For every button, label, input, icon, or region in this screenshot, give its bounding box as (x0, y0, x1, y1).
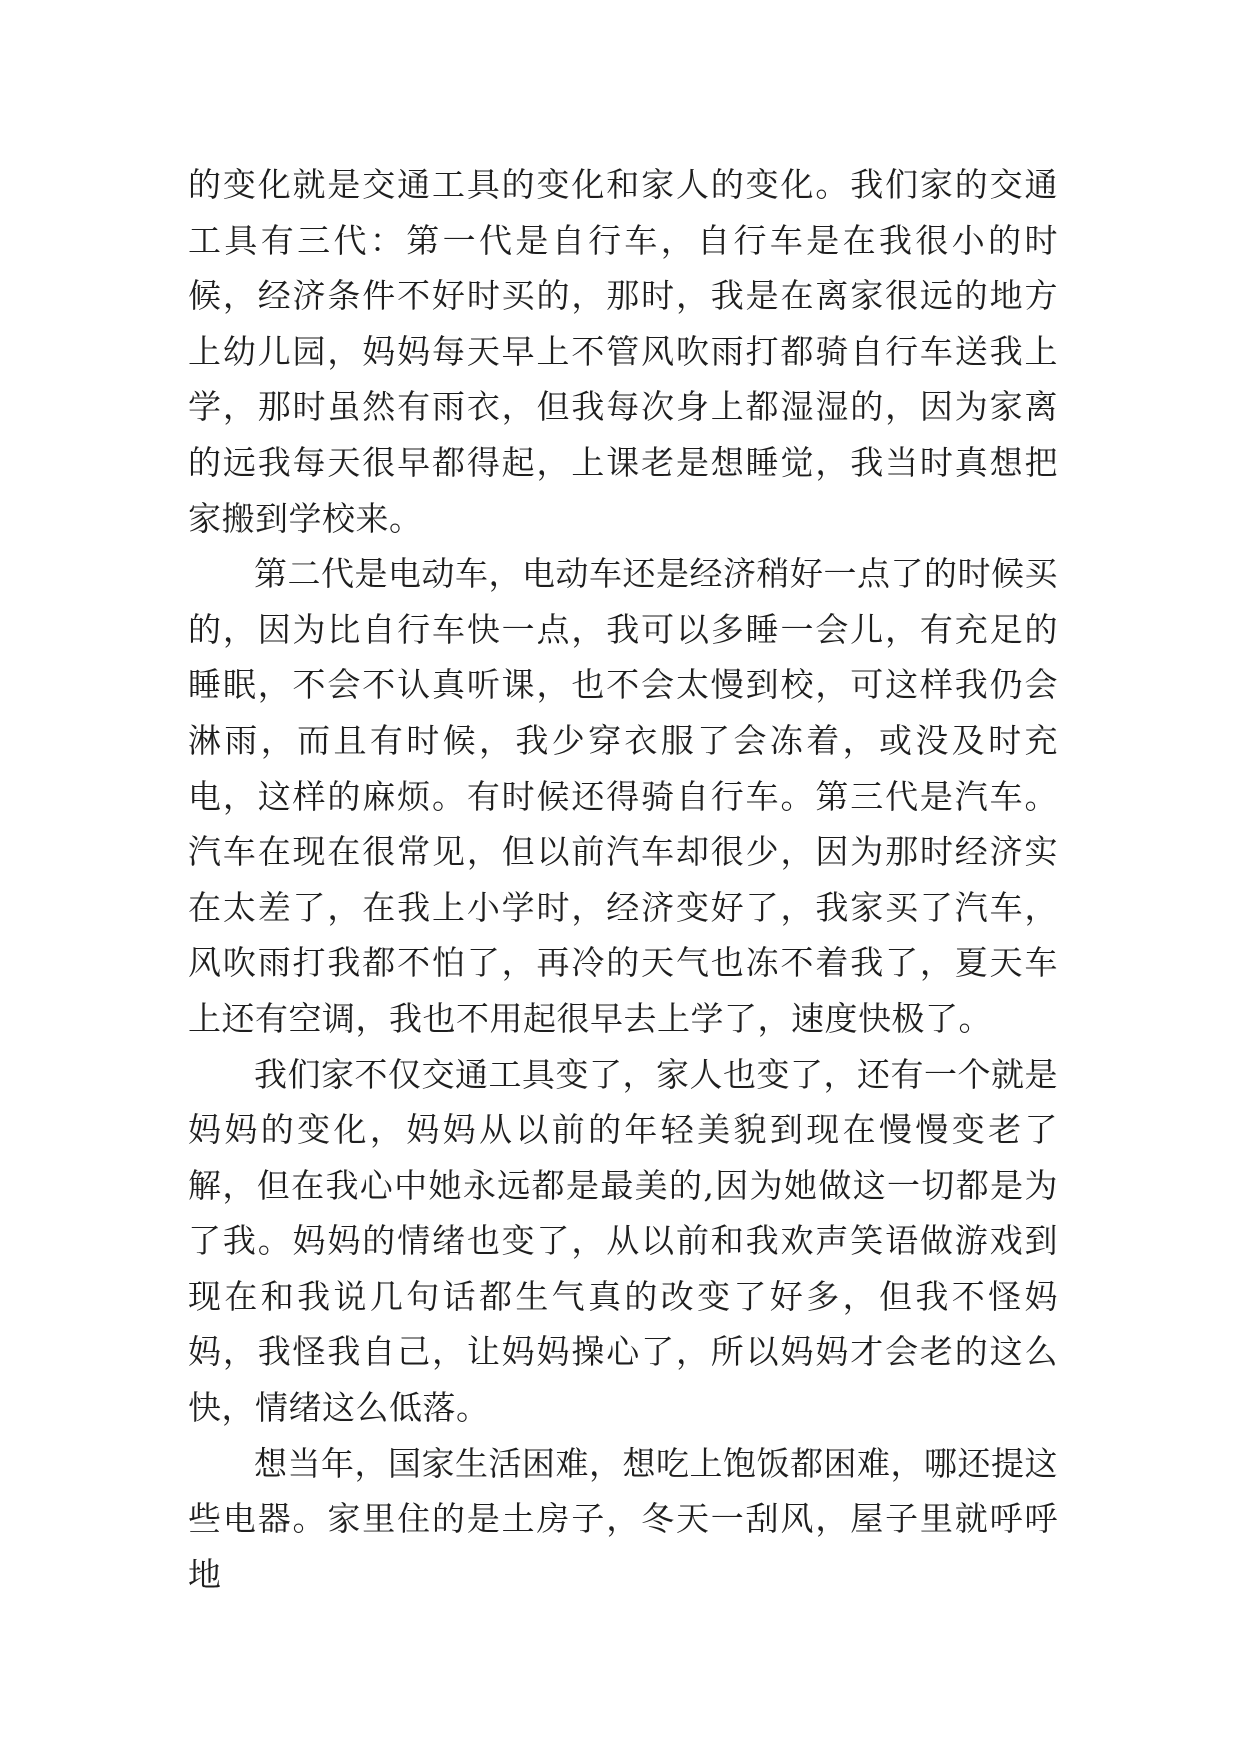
paragraph-3: 我们家不仅交通工具变了，家人也变了，还有一个就是妈妈的变化，妈妈从以前的年轻美貌到现在慢慢变老了解，但在我心中她永远都是最美的,因为她做这一切都是为了我。妈妈的情绪也变了，从以前和我欢声笑语做游戏到现在和我说几句话都生气真的改变了好多，但我不怪妈妈，我怪我自己，让妈妈操心了，所以妈妈才会老的这么快，情绪这么低落。 (188, 1054, 1058, 1428)
document-body (188, 157, 1058, 1602)
paragraph-1: 的变化就是交通工具的变化和家人的变化。我们家的交通工具有三代：第一代是自行车，自行车是在我很小的时候，经济条件不好时买的，那时，我是在离家很远的地方上幼儿园，妈妈每天早上不管风吹雨打都骑自行车送我上学，那时虽然有雨衣，但我每次身上都湿湿的，因为家离的远我每天很早都得起，上课老是想睡觉，我当时真想把家搬到学校来。 (188, 165, 1058, 538)
paragraph-4: 想当年，国家生活困难，想吃上饱饭都困难，哪还提这些电器。家里住的是土房子，冬天一刮风，屋子里就呼呼地 (188, 1443, 1058, 1594)
paragraph-2: 第二代是电动车，电动车还是经济稍好一点了的时候买的，因为比自行车快一点，我可以多睡一会儿，有充足的睡眠，不会不认真听课，也不会太慢到校，可这样我仍会淋雨，而且有时候，我少穿衣服了会冻着，或没及时充电，这样的麻烦。有时候还得骑自行车。第三代是汽车。汽车在现在很常见，但以前汽车却很少，因为那时经济实在太差了，在我上小学时，经济变好了，我家买了汽车，风吹雨打我都不怕了，再冷的天气也冻不着我了，夏天车上还有空调，我也不用起很早去上学了，速度快极了。 (188, 554, 1058, 1038)
